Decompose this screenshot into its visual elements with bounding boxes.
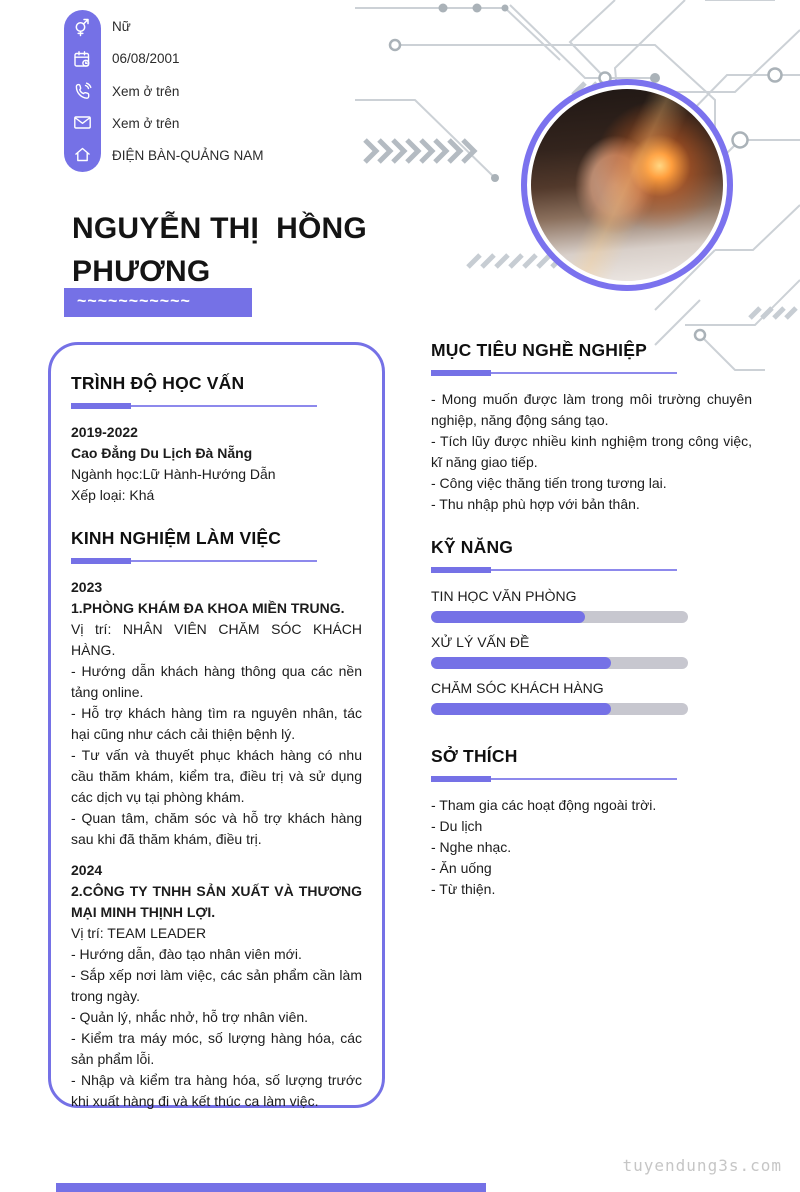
job-title: 2.CÔNG TY TNHH SẢN XUẤT VÀ THƯƠNG MẠI MINH THỊNH LỢI. — [71, 883, 362, 920]
section-rule — [431, 776, 677, 782]
education-years: 2019-2022 — [71, 424, 138, 440]
list-item: - Hỗ trợ khách hàng tìm ra nguyên nhân, tác hại cũng như cách cải thiện bệnh lý. — [71, 705, 362, 742]
list-item: - Quản lý, nhắc nhở, hỗ trợ nhân viên. — [71, 1009, 309, 1025]
section-rule — [71, 403, 317, 409]
job-year: 2024 — [71, 862, 103, 878]
contact-gender: Nữ — [112, 19, 131, 34]
home-icon — [72, 144, 93, 165]
skill-bar-fill — [431, 657, 611, 669]
left-panel — [48, 342, 385, 1108]
section-rule — [431, 567, 677, 573]
list-item: - Nghe nhạc. — [431, 839, 512, 855]
list-item: - Công việc thăng tiến trong tương lai. — [431, 475, 667, 491]
skills-list — [431, 586, 752, 715]
education-grade: Xếp loại: Khá — [71, 487, 155, 503]
section-rule — [431, 370, 677, 376]
list-item: - Hướng dẫn khách hàng thông qua các nền tảng online. — [71, 663, 362, 700]
calendar-icon — [72, 49, 93, 70]
contact-address: ĐIỆN BÀN-QUẢNG NAM — [112, 148, 264, 163]
list-item: - Thu nhập phù hợp với bản thân. — [431, 496, 640, 512]
list-item: - Từ thiện. — [431, 881, 496, 897]
list-item: - Tích lũy được nhiều kinh nghiệm trong công việc, kĩ năng giao tiếp. — [431, 433, 752, 470]
job-year: 2023 — [71, 579, 103, 595]
skill-item — [431, 678, 752, 715]
skill-label: XỬ LÝ VẤN ĐỀ — [431, 634, 530, 650]
skill-bar-track — [431, 703, 688, 715]
list-item: - Mong muốn được làm trong môi trường chuyên nghiệp, năng động sáng tạo. — [431, 391, 752, 428]
experience-heading: KINH NGHIỆM LÀM VIỆC — [71, 528, 282, 548]
footer-accent-bar — [56, 1183, 486, 1192]
list-item: - Quan tâm, chăm sóc và hỗ trợ khách hàng sau khi đã thăm khám, điều trị. — [71, 810, 362, 847]
job-title: 1.PHÒNG KHÁM ĐA KHOA MIỀN TRUNG. — [71, 600, 345, 616]
email-icon — [72, 112, 93, 133]
watermark: tuyendung3s.com — [622, 1156, 782, 1175]
job-position: Vị trí: NHÂN VIÊN CHĂM SÓC KHÁCH HÀNG. — [71, 621, 362, 658]
section-rule — [71, 558, 317, 564]
education-heading: TRÌNH ĐỘ HỌC VẤN — [71, 373, 245, 393]
list-item: - Tham gia các hoạt động ngoài trời. — [431, 797, 657, 813]
gender-icon — [72, 17, 93, 38]
profile-photo — [531, 89, 723, 281]
list-item: - Sắp xếp nơi làm việc, các sản phẩm cần làm trong ngày. — [71, 967, 362, 1004]
right-column — [431, 340, 752, 900]
skill-item — [431, 632, 752, 669]
skill-label: CHĂM SÓC KHÁCH HÀNG — [431, 680, 604, 696]
job-bullets — [71, 661, 362, 850]
profile-photo-ring — [521, 79, 733, 291]
skill-bar-track — [431, 611, 688, 623]
name-underline-bar: ~~~~~~~~~~~ — [64, 288, 252, 317]
list-item: - Hướng dẫn, đào tạo nhân viên mới. — [71, 946, 302, 962]
list-item: - Ăn uống — [431, 860, 492, 876]
job-position: Vị trí: TEAM LEADER — [71, 925, 207, 941]
hobby-bullets — [431, 795, 752, 900]
contact-icon-strip — [64, 10, 101, 172]
list-item: - Kiểm tra máy móc, số lượng hàng hóa, các sản phẩm lỗi. — [71, 1030, 362, 1067]
contact-email: Xem ở trên — [112, 115, 180, 131]
phone-icon — [72, 81, 93, 102]
candidate-name: NGUYỄN THỊ HỒNG PHƯƠNG — [72, 212, 376, 288]
objective-heading: MỤC TIÊU NGHỀ NGHIỆP — [431, 340, 647, 360]
objective-bullets — [431, 389, 752, 515]
contact-phone: Xem ở trên — [112, 83, 180, 99]
hobbies-heading: SỞ THÍCH — [431, 746, 518, 766]
chevron-arrows — [365, 140, 474, 162]
skill-bar-fill — [431, 611, 585, 623]
education-school: Cao Đẳng Du Lịch Đà Nẵng — [71, 445, 253, 461]
skill-bar-track — [431, 657, 688, 669]
list-item: - Tư vấn và thuyết phục khách hàng có nhu cầu thăm khám, kiểm tra, điều trị và sử dụng các dịch vụ tại phòng khám. — [71, 747, 362, 805]
skill-label: TIN HỌC VĂN PHÒNG — [431, 588, 577, 604]
job-bullets — [71, 944, 362, 1112]
skill-item — [431, 586, 752, 623]
contact-block — [64, 10, 264, 172]
skill-bar-fill — [431, 703, 611, 715]
contact-birthdate: 06/08/2001 — [112, 51, 180, 67]
list-item: - Du lịch — [431, 818, 483, 834]
list-item: - Nhập và kiểm tra hàng hóa, số lượng trước khi xuất hàng đi và kết thúc ca làm việc. — [71, 1072, 362, 1109]
education-major: Ngành học:Lữ Hành-Hướng Dẫn — [71, 466, 276, 482]
skills-heading: KỸ NĂNG — [431, 537, 514, 557]
